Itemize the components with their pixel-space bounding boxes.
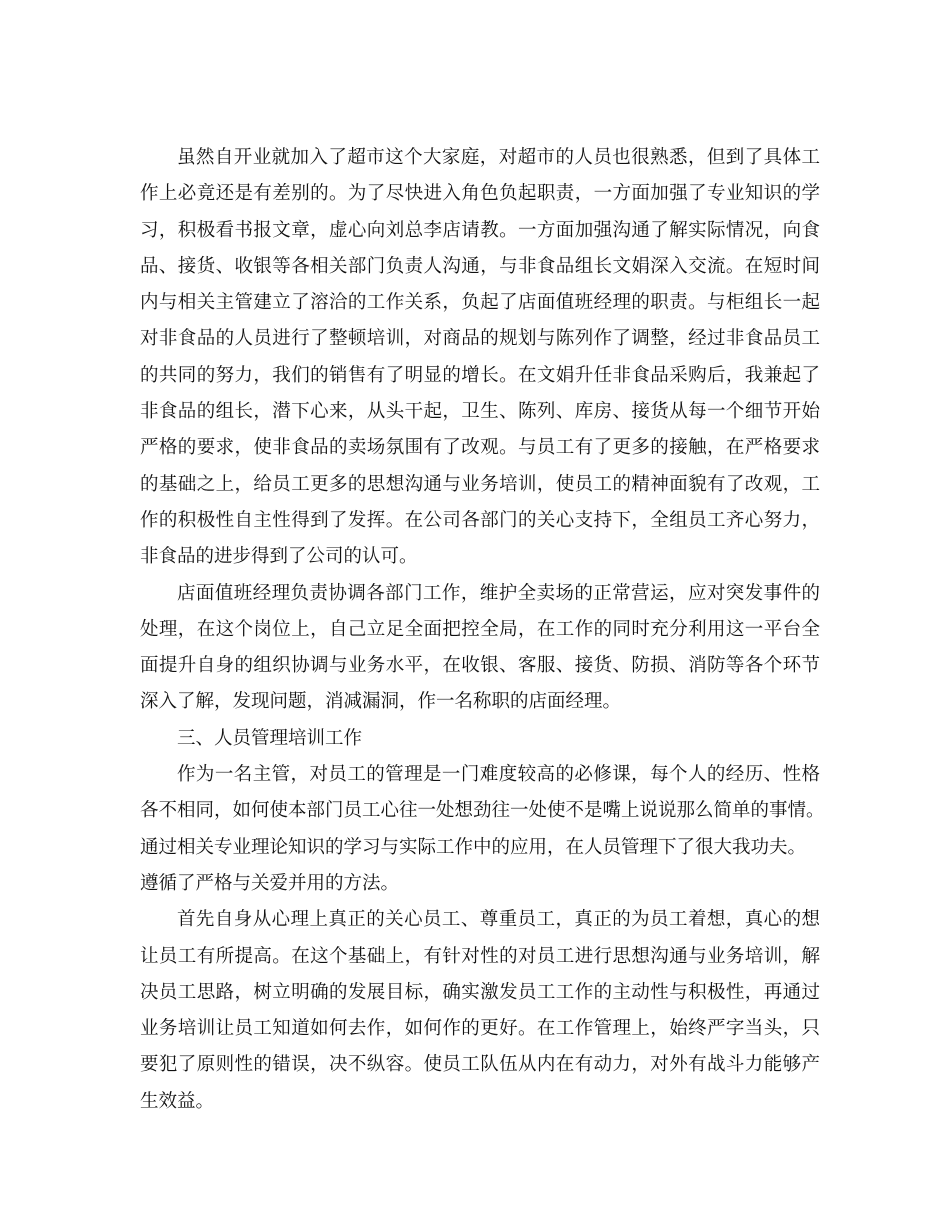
text-line: 非食品的进步得到了公司的认可。 bbox=[140, 546, 418, 568]
text-line: 各不相同，如何使本部门员工心往一处想劲往一处使不是嘴上说说那么简单的事情。 bbox=[140, 800, 825, 822]
text-line: 面提升自身的组织协调与业务水平，在收银、客服、接货、防损、消防等各个环节 bbox=[140, 655, 820, 677]
text-line: 作上必竟还是有差别的。为了尽快进入角色负起职责，一方面加强了专业知识的学 bbox=[140, 183, 820, 205]
text-line: 严格的要求，使非食品的卖场氛围有了改观。与员工有了更多的接触，在严格要求 bbox=[140, 437, 820, 459]
paragraph-supermarket-experience bbox=[140, 140, 820, 576]
text-line: 深入了解，发现问题，消减漏洞，作一名称职的店面经理。 bbox=[140, 691, 622, 713]
text-line: 的共同的努力，我们的销售有了明显的增长。在文娟升任非食品采购后，我兼起了 bbox=[140, 364, 820, 386]
text-line: 品、接货、收银等各相关部门负责人沟通，与非食品组长文娟深入交流。在短时间 bbox=[140, 255, 820, 277]
text-line: 店面值班经理负责协调各部门工作，维护全卖场的正常营运，应对突发事件的 bbox=[177, 582, 820, 604]
text-line: 让员工有所提高。在这个基础上，有针对性的对员工进行思想沟通与业务培训，解 bbox=[140, 945, 820, 967]
text-line: 对非食品的人员进行了整顿培训，对商品的规划与陈列作了调整，经过非食品员工 bbox=[140, 328, 820, 350]
text-line: 内与相关主管建立了溶洽的工作关系，负起了店面值班经理的职责。与柜组长一起 bbox=[140, 292, 820, 314]
text-line: 业务培训让员工知道如何去作，如何作的更好。在工作管理上，始终严字当头，只 bbox=[140, 1018, 820, 1040]
document-body bbox=[140, 140, 825, 1120]
text-line: 作的积极性自主性得到了发挥。在公司各部门的关心支持下，全组员工齐心努力， bbox=[140, 509, 820, 531]
text-line: 习，积极看书报文章，虚心向刘总李店请教。一方面加强沟通了解实际情况，向食 bbox=[140, 219, 820, 241]
section-heading: 三、人员管理培训工作 bbox=[177, 727, 363, 749]
section-heading-personnel-training bbox=[140, 721, 820, 757]
text-line: 虽然自开业就加入了超市这个大家庭，对超市的人员也很熟悉，但到了具体工 bbox=[177, 147, 820, 168]
text-line: 的基础之上，给员工更多的思想沟通与业务培训，使员工的精神面貌有了改观，工 bbox=[140, 473, 820, 495]
text-line: 作为一名主管，对员工的管理是一门难度较高的必修课，每个人的经历、性格 bbox=[177, 764, 820, 786]
paragraph-care-for-staff bbox=[140, 902, 820, 1120]
text-line: 通过相关专业理论知识的学习与实际工作中的应用，在人员管理下了很大我功夫。 bbox=[140, 836, 807, 858]
paragraph-duty-manager bbox=[140, 576, 820, 721]
text-line: 遵循了严格与关爱并用的方法。 bbox=[140, 872, 400, 894]
paragraph-staff-management bbox=[140, 757, 825, 902]
text-line: 非食品的组长，潜下心来，从头干起，卫生、陈列、库房、接货从每一个细节开始 bbox=[140, 401, 820, 423]
text-line: 处理，在这个岗位上，自己立足全面把控全局，在工作的同时充分利用这一平台全 bbox=[140, 618, 820, 640]
text-line: 生效益。 bbox=[140, 1090, 215, 1112]
text-line: 决员工思路，树立明确的发展目标，确实激发员工工作的主动性与积极性，再通过 bbox=[140, 981, 820, 1003]
text-line: 首先自身从心理上真正的关心员工、尊重员工，真正的为员工着想，真心的想 bbox=[177, 909, 820, 931]
text-line: 要犯了原则性的错误，决不纵容。使员工队伍从内在有动力，对外有战斗力能够产 bbox=[140, 1054, 820, 1076]
